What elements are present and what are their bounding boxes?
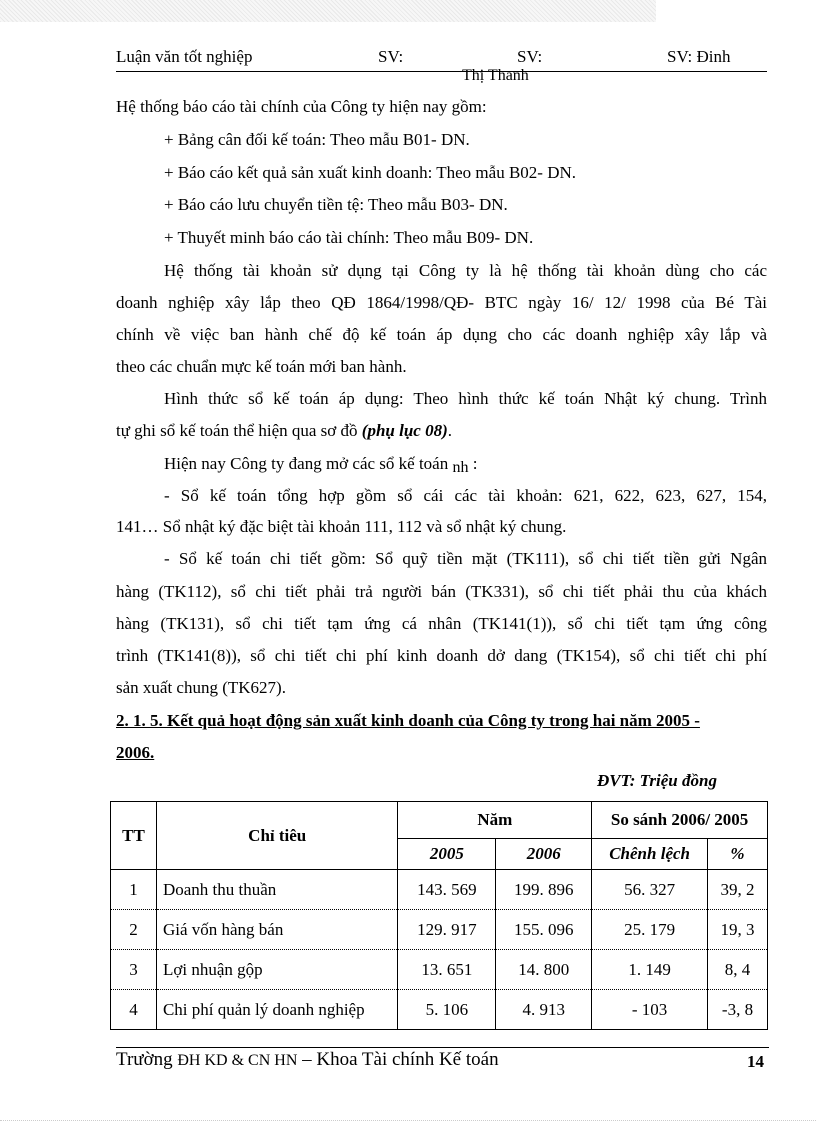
header-name-continued: Thị Thanh <box>462 67 529 84</box>
bullet-1: + Bảng cân đối kế toán: Theo mẫu B01- DN. <box>164 130 470 149</box>
cell-diff: 56. 327 <box>592 870 708 910</box>
header-chenh-lech: Chênh lệch <box>592 839 708 870</box>
header-tt: TT <box>111 802 157 870</box>
header-sv-2: SV: <box>517 47 543 66</box>
page-number: 14 <box>747 1052 764 1071</box>
footer-school-b: ĐH KD & CN HN <box>177 1052 298 1069</box>
cell-pct: 19, 3 <box>708 910 768 950</box>
cell-2005: 5. 106 <box>398 990 496 1030</box>
footer-school-a: Trường <box>116 1049 178 1070</box>
p5-line-2: hàng (TK112), sổ chi tiết phải trả người bán (TK331), sổ chi tiết phải thu của khách <box>116 582 767 601</box>
cell-item: Giá vốn hàng bán <box>156 910 398 950</box>
cell-2006: 4. 913 <box>496 990 592 1030</box>
table-row <box>111 990 768 1030</box>
appendix-ref: (phụ lục 08) <box>361 421 448 440</box>
p2-period: . <box>447 421 452 440</box>
p1-line-2: doanh nghiệp xây lắp theo QĐ 1864/1998/QĐ- BTC ngày 16/ 12/ 1998 của Bé Tài <box>116 293 767 312</box>
section-heading-cont: 2006. <box>116 743 155 762</box>
header-so-sanh: So sánh 2006/ 2005 <box>592 802 768 839</box>
p3-colon: : <box>468 454 478 473</box>
header-sv-3: SV: Đinh <box>667 47 731 66</box>
p5-line-1: - Sổ kế toán chi tiết gồm: Sổ quỹ tiền mặt (TK111), sổ chi tiết tiền gửi Ngân <box>164 549 767 568</box>
p2-line-1: Hình thức sổ kế toán áp dụng: Theo hình thức kế toán Nhật ký chung. Trình <box>164 389 767 408</box>
header-title: Luận văn tốt nghiệp <box>116 47 253 66</box>
cell-2005: 129. 917 <box>398 910 496 950</box>
cell-pct: -3, 8 <box>708 990 768 1030</box>
page-header <box>116 47 767 87</box>
header-nam: Năm <box>398 802 592 839</box>
results-table <box>110 801 768 1030</box>
cell-tt: 1 <box>111 870 157 910</box>
header-pct: % <box>708 839 768 870</box>
cell-diff: 25. 179 <box>592 910 708 950</box>
p3-fragment: nh <box>452 459 469 476</box>
cell-2005: 13. 651 <box>398 950 496 990</box>
page-footer <box>116 1049 499 1071</box>
cell-2006: 155. 096 <box>496 910 592 950</box>
header-rule <box>116 71 767 72</box>
section-heading: 2. 1. 5. Kết quả hoạt động sản xuất kinh doanh của Công ty trong hai năm 2005 - <box>116 711 700 730</box>
cell-tt: 2 <box>111 910 157 950</box>
cell-item: Doanh thu thuần <box>156 870 398 910</box>
footer-school-c: – Khoa Tài chính Kế toán <box>297 1049 499 1070</box>
p1-line-3: chính về việc ban hành chế độ kế toán áp dụng cho các doanh nghiệp xây lắp và <box>116 325 767 344</box>
cell-diff: - 103 <box>592 990 708 1030</box>
table-row <box>111 910 768 950</box>
table-header-row <box>111 802 768 839</box>
cell-pct: 39, 2 <box>708 870 768 910</box>
unit-label: ĐVT: Triệu đồng <box>597 771 717 790</box>
intro-line: Hệ thống báo cáo tài chính của Công ty hiện nay gồm: <box>116 97 487 116</box>
p1-line-4: theo các chuẩn mực kế toán mới ban hành. <box>116 357 407 376</box>
p4-line-1: - Sổ kế toán tổng hợp gồm sổ cái các tài khoản: 621, 622, 623, 627, 154, <box>164 486 767 505</box>
header-2005: 2005 <box>398 839 496 870</box>
p5-line-4: trình (TK141(8)), sổ chi tiết chi phí kinh doanh dở dang (TK154), sổ chi tiết chi phí <box>116 646 767 665</box>
cell-2005: 143. 569 <box>398 870 496 910</box>
p5-line-3: hàng (TK131), sổ chi tiết tạm ứng cá nhân (TK141(1)), sổ chi tiết tạm ứng công <box>116 614 767 633</box>
top-decorative-bar <box>0 0 656 22</box>
header-sv-1: SV: <box>378 47 404 66</box>
p4-line-2: 141… Sổ nhật ký đặc biệt tài khoản 111, 112 và sổ nhật ký chung. <box>116 517 567 536</box>
table-row <box>111 950 768 990</box>
cell-diff: 1. 149 <box>592 950 708 990</box>
cell-item: Lợi nhuận gộp <box>156 950 398 990</box>
table-row <box>111 870 768 910</box>
p1-line-1: Hệ thống tài khoản sử dụng tại Công ty là hệ thống tài khoản dùng cho các <box>164 261 767 280</box>
cell-item: Chi phí quản lý doanh nghiệp <box>156 990 398 1030</box>
p3-text: Hiện nay Công ty đang mở các sổ kế toán <box>164 454 453 473</box>
footer-rule <box>116 1047 769 1048</box>
bullet-2: + Báo cáo kết quả sản xuất kinh doanh: Theo mẫu B02- DN. <box>164 163 576 182</box>
cell-pct: 8, 4 <box>708 950 768 990</box>
p3-line <box>164 453 477 476</box>
cell-2006: 14. 800 <box>496 950 592 990</box>
bottom-dotted-border <box>0 1120 816 1121</box>
header-2006: 2006 <box>496 839 592 870</box>
cell-tt: 3 <box>111 950 157 990</box>
bullet-4: + Thuyết minh báo cáo tài chính: Theo mẫu B09- DN. <box>164 228 534 247</box>
p5-line-5: sản xuất chung (TK627). <box>116 678 286 697</box>
bullet-3: + Báo cáo lưu chuyển tiền tệ: Theo mẫu B03- DN. <box>164 195 508 214</box>
cell-2006: 199. 896 <box>496 870 592 910</box>
cell-tt: 4 <box>111 990 157 1030</box>
p2-line-2 <box>116 420 452 442</box>
p2-text: tự ghi sổ kế toán thể hiện qua sơ đồ <box>116 421 362 440</box>
header-chi-tieu: Chỉ tiêu <box>156 802 398 870</box>
